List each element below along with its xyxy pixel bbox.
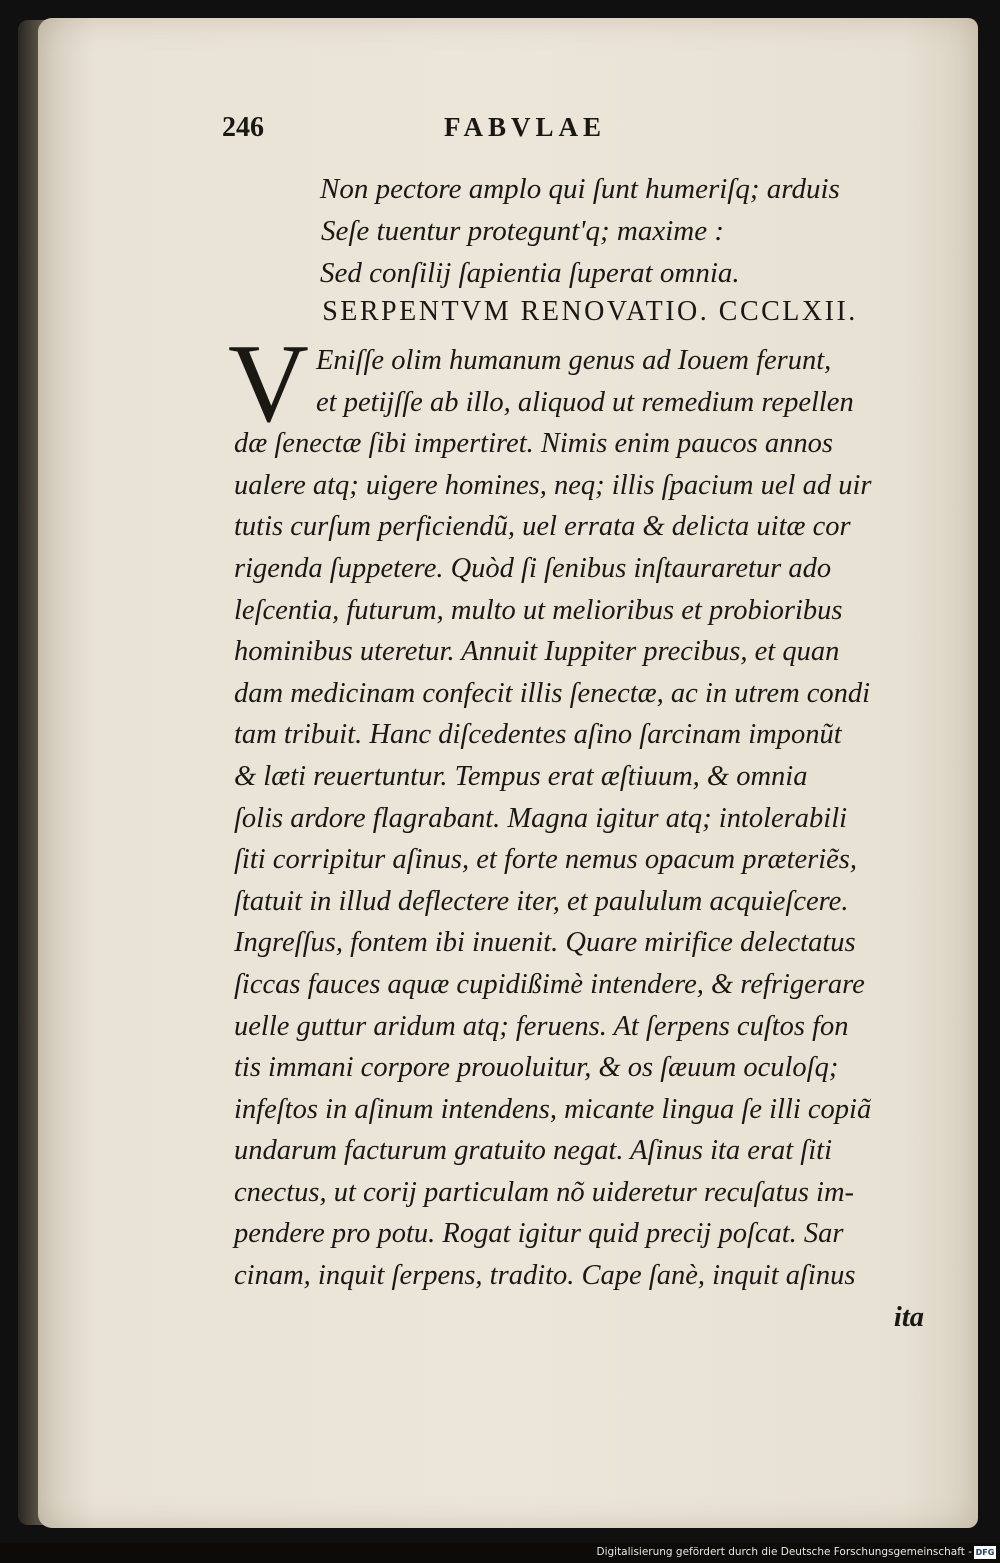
verse-line: Seſe tuentur protegunt'q; maxime : (321, 215, 724, 247)
verse-block (320, 168, 940, 294)
body-line: leſcentia, futurum, multo ut melioribus et probioribus (234, 594, 843, 626)
body-line: dæ ſenectæ ſibi impertiret. Nimis enim paucos annos (234, 428, 833, 460)
dfg-logo-icon: DFG (975, 1548, 995, 1557)
drop-cap: V (228, 322, 309, 446)
body-line: cinam, inquit ſerpens, tradito. Cape ſanè, inquit aſinus (234, 1260, 856, 1292)
body-line: et petijſſe ab illo, aliquod ut remedium repellen (316, 386, 854, 418)
body-line: Ingreſſus, fontem ibi inuenit. Quare mirifice delectatus (234, 927, 856, 959)
body-line: ſolis ardore flagrabant. Magna igitur atq; intolerabili (234, 802, 848, 834)
body-line: ſiccas fauces aquæ cupidißimè intendere, & refrigerare (234, 968, 865, 1000)
body-line: infeſtos in aſinum intendens, micante lingua ſe illi copiã (234, 1093, 872, 1125)
body-line: & læti reuertuntur. Tempus erat æſtiuum, & omnia (234, 760, 808, 792)
body-line: dam medicinam confecit illis ſenectæ, ac in utrem condi (234, 677, 871, 709)
section-title: SERPENTVM RENOVATIO. CCCLXII. (322, 296, 858, 327)
footer-bar (0, 1543, 1000, 1563)
body-text (234, 340, 934, 1338)
verse-line: Non pectore amplo qui ſunt humeriſq; arduis (320, 173, 840, 205)
body-line: ſtatuit in illud deflectere iter, et paululum acquieſcere. (234, 885, 849, 917)
body-line: tutis curſum perficiendũ, uel errata & delicta uitæ cor (234, 511, 851, 543)
body-line: pendere pro potu. Rogat igitur quid precij poſcat. Sar (234, 1218, 844, 1250)
verse-line: Sed conſilij ſapientia ſuperat omnia. (320, 257, 740, 289)
body-line: ſiti corripitur aſinus, et forte nemus opacum præteriẽs, (234, 844, 858, 876)
body-line: Eniſſe olim humanum genus ad Iouem ferunt, (316, 345, 832, 376)
digitization-credit: Digitalisierung gefördert durch die Deutsche Forschungsgemeinschaft - (596, 1546, 972, 1558)
body-line: hominibus uteretur. Annuit Iuppiter precibus, et quan (234, 636, 840, 668)
body-line: tam tribuit. Hanc diſcedentes aſino ſarcinam imponũt (234, 719, 842, 751)
body-line: rigenda ſuppetere. Quòd ſi ſenibus inſtauraretur ado (234, 552, 832, 584)
body-line: undarum facturum gratuito negat. Aſinus ita erat ſiti (234, 1135, 832, 1167)
running-title: FABVLAE (443, 112, 606, 142)
body-line: ualere atq; uigere homines, neq; illis ſpacium uel ad uir (234, 469, 872, 501)
body-line: tis immani corpore prouoluitur, & os ſæuum oculoſq; (234, 1052, 839, 1084)
page-number: 246 (222, 112, 264, 143)
page-header (0, 112, 1000, 152)
body-line: uelle guttur aridum atq; feruens. At ſerpens cuſtos fon (234, 1010, 849, 1042)
catchword: ita (893, 1301, 924, 1333)
body-line: cnectus, ut corij particulam nõ uideretur recuſatus im- (234, 1176, 855, 1208)
